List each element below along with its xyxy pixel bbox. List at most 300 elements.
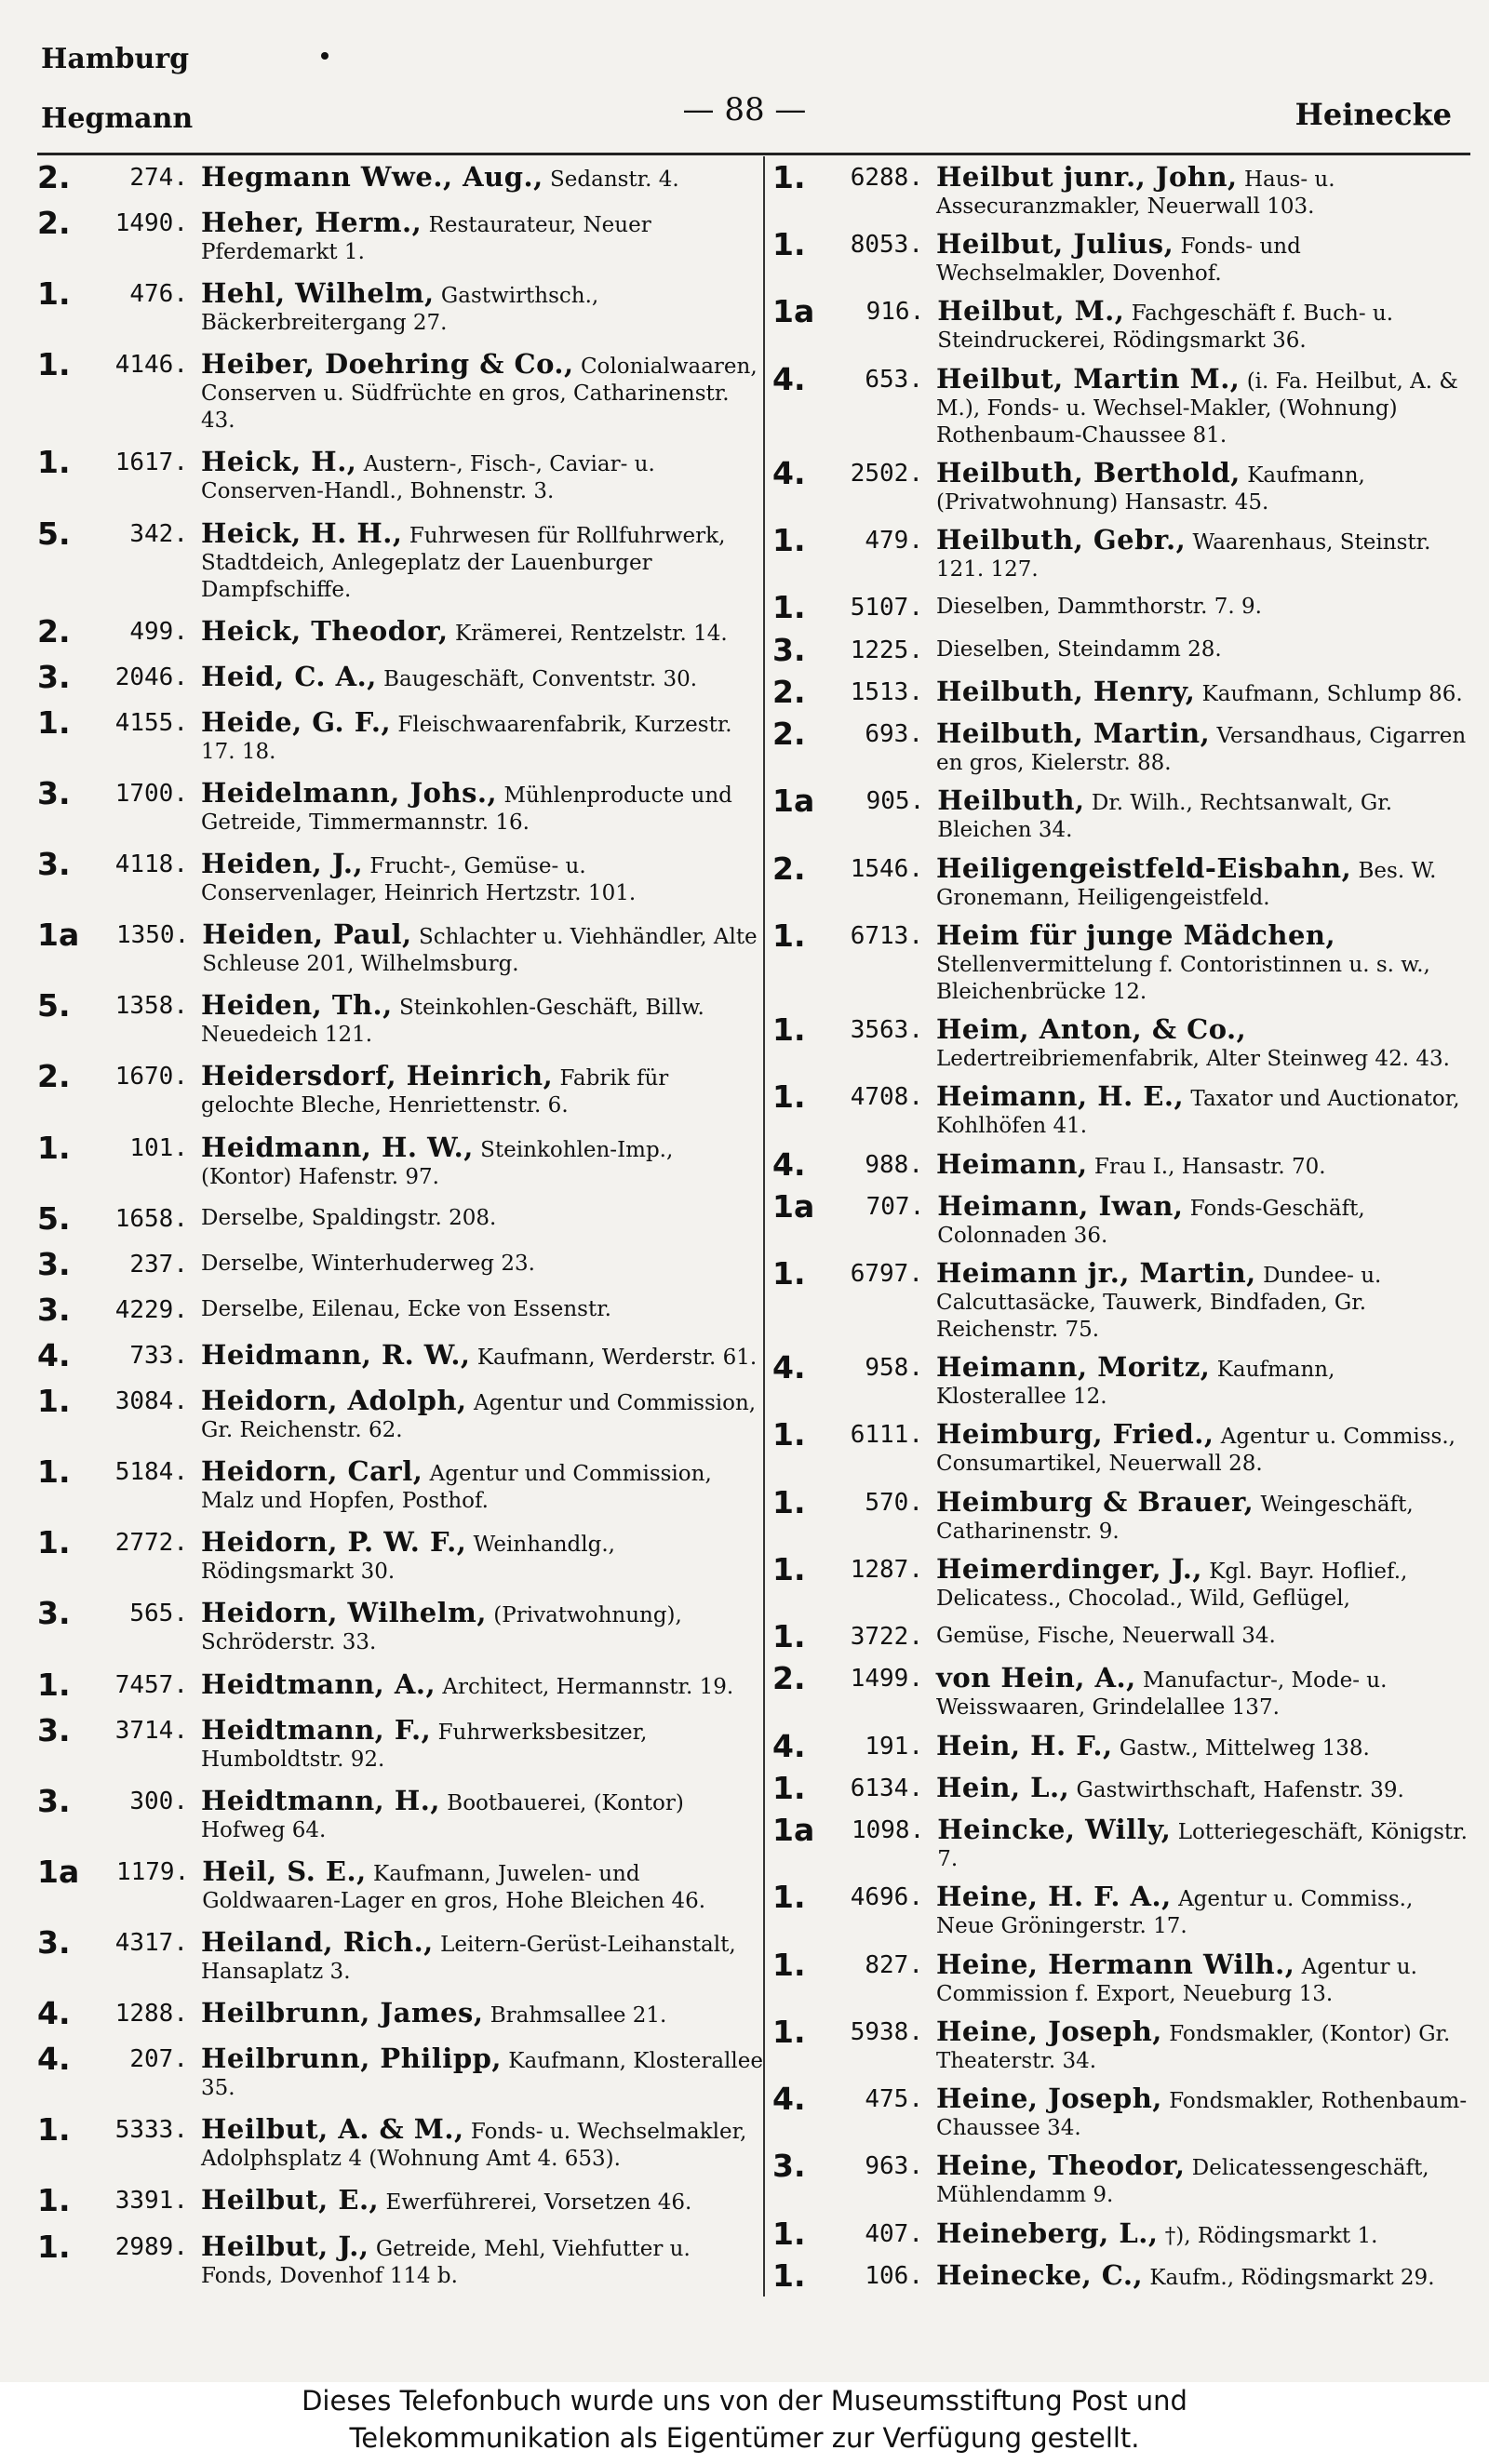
entry-body: [201, 2112, 763, 2173]
subscriber-name: Heidelmann, Johs.,: [201, 776, 498, 809]
phone-number: 693.: [865, 720, 923, 749]
subscriber-name: Heilbut, Martin M.,: [936, 362, 1241, 395]
phone-number: 1287.: [850, 1555, 923, 1584]
subscriber-details: Gemüse, Fische, Neuerwall 34.: [936, 1624, 1276, 1649]
subscriber-details: Sedanstr. 4.: [550, 167, 679, 192]
directory-entry: [37, 988, 763, 1049]
subscriber-details: Haus- u. Assecuranzmakler, Neuerwall 103.: [936, 167, 1335, 219]
entry-body: [201, 1292, 763, 1323]
directory-entry: [37, 2042, 763, 2102]
entry-body: [936, 633, 1470, 663]
entry-body: [937, 1189, 1470, 1250]
directory-entry: [772, 1948, 1470, 2008]
subscriber-details: Gastw., Mittelweg 138.: [1119, 1735, 1370, 1761]
entry-body: [201, 1525, 763, 1586]
subscriber-name: Heilbuth,: [937, 784, 1085, 817]
subscriber-name: Heilbrunn, James,: [201, 1997, 484, 2029]
phone-number: 3391.: [114, 2187, 188, 2216]
exchange-office: 1a: [772, 1187, 815, 1225]
directory-entry: [37, 2112, 763, 2173]
entry-body: [936, 1661, 1470, 1721]
subscriber-name: Heine, Joseph,: [936, 2015, 1162, 2047]
phone-number: 653.: [865, 365, 923, 394]
directory-entry: [37, 160, 763, 195]
subscriber-name: Heilbuth, Berthold,: [936, 456, 1241, 489]
exchange-office: 1.: [37, 275, 71, 313]
phone-number: 827.: [865, 1950, 923, 1979]
entry-body: [201, 160, 763, 194]
subscriber-details: Fonds- u. Wechselmakler, Adolphsplatz 4 (Wohnung Amt 4. 653).: [201, 2120, 747, 2172]
subscriber-details: Gastwirthschaft, Hafenstr. 39.: [1076, 1777, 1404, 1802]
entry-body: [937, 1813, 1470, 1873]
subscriber-details: Weingeschäft, Catharinenstr. 9.: [936, 1492, 1414, 1544]
subscriber-details: Steinkohlen-Geschäft, Billw. Neuedeich 121.: [201, 996, 704, 1048]
subscriber-name: Heidersdorf, Heinrich,: [201, 1060, 554, 1092]
subscriber-details: Fonds- und Wechselmakler, Dovenhof.: [936, 234, 1301, 287]
directory-entry: [37, 2183, 763, 2218]
phone-number: 4229.: [114, 1295, 188, 1324]
phone-number: 1546.: [850, 854, 923, 883]
subscriber-name: Heimburg, Fried.,: [936, 1418, 1214, 1451]
entry-body: [936, 2258, 1470, 2292]
exchange-office: 1.: [772, 2256, 806, 2294]
directory-entry: [772, 1012, 1470, 1073]
subscriber-details: Derselbe, Spaldingstr. 208.: [201, 1205, 497, 1230]
entry-body: [201, 1201, 763, 1232]
directory-entry: [37, 847, 763, 907]
directory-entry: [772, 294, 1470, 355]
entry-body: [936, 918, 1470, 1006]
phone-number: 1513.: [850, 677, 923, 706]
subscriber-name: Heim, Anton, & Co.,: [936, 1013, 1247, 1046]
entry-body: [936, 1619, 1470, 1650]
left-column: [37, 160, 763, 2300]
entry-body: [201, 2042, 763, 2102]
exchange-office: 4.: [37, 1336, 71, 1373]
subscriber-name: Heiden, Paul,: [202, 918, 412, 951]
entry-body: [936, 851, 1470, 912]
phone-number: 6797.: [850, 1259, 923, 1288]
phone-number: 4146.: [114, 351, 188, 380]
subscriber-name: Heincke, Willy,: [937, 1814, 1172, 1846]
subscriber-details: Ledertreibriemenfabrik, Alter Steinweg 42. 43.: [936, 1047, 1450, 1072]
directory-entry: [772, 523, 1470, 583]
entry-body: [936, 362, 1470, 449]
entry-body: [201, 1596, 763, 1656]
entry-body: [201, 1996, 763, 2029]
phone-number: 1700.: [114, 779, 188, 808]
phone-number: 237.: [129, 1250, 188, 1279]
subscriber-details: Krämerei, Rentzelstr. 14.: [454, 621, 728, 646]
entry-body: [936, 1880, 1470, 1940]
entry-body: [201, 276, 763, 337]
exchange-office: 1.: [772, 1618, 806, 1655]
phone-number: 958.: [865, 1354, 923, 1383]
exchange-office: 1.: [37, 2228, 71, 2265]
exchange-office: 3.: [37, 1595, 71, 1632]
exchange-office: 1a: [37, 1853, 80, 1890]
phone-number: 3722.: [850, 1623, 923, 1652]
phone-number: 1490.: [114, 209, 188, 238]
subscriber-details: Fuhrwesen für Rollfuhrwerk, Stadtdeich, Anlegeplatz der Lauenburger Dampfschiffe.: [201, 523, 726, 602]
subscriber-details: Weinhandlg., Rödingsmarkt 30.: [201, 1533, 615, 1585]
subscriber-name: Heimann jr., Martin,: [936, 1256, 1256, 1289]
directory-entry: [37, 1131, 763, 1191]
subscriber-name: Heilbut junr., John,: [936, 161, 1238, 193]
exchange-office: 1.: [772, 917, 806, 954]
subscriber-name: Heilbrunn, Philipp,: [201, 2042, 502, 2075]
exchange-office: 1a: [37, 917, 80, 954]
subscriber-details: Mühlenproducte und Getreide, Timmermannstr. 16.: [201, 783, 732, 835]
exchange-office: 3.: [37, 1245, 71, 1282]
phone-number: 6288.: [850, 164, 923, 192]
subscriber-name: Heiland, Rich.,: [201, 1925, 434, 1958]
phone-number: 6111.: [850, 1421, 923, 1450]
phone-number: 4708.: [850, 1083, 923, 1112]
entry-body: [202, 1855, 763, 1915]
subscriber-details: Kaufmann, Klosterallee 12.: [936, 1358, 1335, 1410]
exchange-office: 3.: [37, 846, 71, 883]
exchange-office: 1.: [772, 1946, 806, 1983]
subscriber-name: Hehl, Wilhelm,: [201, 277, 435, 310]
header-last-entry: Heinecke: [1294, 97, 1452, 132]
subscriber-details: Derselbe, Eilenau, Ecke von Essenstr.: [201, 1296, 611, 1321]
entry-body: [201, 2230, 763, 2290]
exchange-office: 2.: [37, 612, 71, 649]
entry-body: [201, 705, 763, 766]
phone-number: 3563.: [850, 1016, 923, 1045]
directory-entry: [772, 1729, 1470, 1764]
exchange-office: 1.: [37, 1129, 71, 1166]
entry-body: [201, 1784, 763, 1844]
entry-body: [201, 1338, 763, 1372]
subscriber-name: Heick, H. H.,: [201, 516, 403, 549]
entry-body: [201, 988, 763, 1049]
exchange-office: 1.: [772, 589, 806, 626]
phone-number: 342.: [129, 519, 188, 548]
directory-entry: [37, 705, 763, 766]
exchange-office: 3.: [37, 1291, 71, 1328]
phone-number: 1098.: [851, 1816, 925, 1845]
entry-body: [936, 2082, 1470, 2142]
directory-entry: [37, 614, 763, 649]
directory-entry: [772, 1147, 1470, 1183]
directory-entry: [772, 1189, 1470, 1250]
phone-number: 4696.: [850, 1883, 923, 1912]
directory-entry: [772, 633, 1470, 668]
exchange-office: 1.: [772, 159, 806, 195]
directory-entry: [772, 2258, 1470, 2294]
subscriber-details: Kaufmann, Klosterallee 35.: [201, 2049, 763, 2101]
entry-body: [202, 917, 763, 978]
subscriber-name: Heide, G. F.,: [201, 705, 392, 738]
header-city: Hamburg: [41, 43, 190, 75]
directory-entry: [37, 1855, 763, 1915]
subscriber-details: Leitern-Gerüst-Leihanstalt, Hansaplatz 3.: [201, 1932, 736, 1984]
subscriber-name: Heine, Hermann Wilh.,: [936, 1948, 1295, 1980]
entry-body: [936, 590, 1470, 621]
directory-entry: [772, 1256, 1470, 1344]
subscriber-details: Brahmsallee 21.: [490, 2003, 667, 2029]
exchange-office: 3.: [772, 631, 806, 668]
entry-body: [936, 1948, 1470, 2008]
directory-entry: [37, 347, 763, 435]
phone-number: 5333.: [114, 2116, 188, 2145]
subscriber-name: Heilbut, M.,: [937, 295, 1125, 328]
directory-entry: [37, 660, 763, 695]
phone-number: 733.: [129, 1341, 188, 1370]
directory-entry: [772, 1880, 1470, 1940]
subscriber-details: Getreide, Mehl, Viehfutter u. Fonds, Dovenhof 114 b.: [201, 2236, 691, 2288]
directory-entry: [772, 1079, 1470, 1140]
phone-number: 570.: [865, 1488, 923, 1517]
directory-entry: [37, 1454, 763, 1515]
exchange-office: 4.: [772, 1145, 806, 1183]
phone-number: 988.: [865, 1150, 923, 1179]
subscriber-details: Restaurateur, Neuer Pferdemarkt 1.: [201, 213, 651, 265]
directory-entry: [772, 918, 1470, 1006]
phone-number: 1350.: [115, 921, 190, 950]
directory-entry: [772, 1485, 1470, 1546]
entry-body: [201, 445, 763, 505]
subscriber-details: †), Rödingsmarkt 1.: [1164, 2223, 1378, 2248]
phone-number: 2772.: [114, 1529, 188, 1558]
exchange-office: 5.: [37, 987, 71, 1024]
entry-body: [936, 523, 1470, 583]
exchange-office: 1.: [37, 1524, 71, 1561]
phone-number: 300.: [129, 1787, 188, 1815]
phone-number: 963.: [865, 2152, 923, 2181]
phone-number: 5107.: [850, 594, 923, 623]
exchange-office: 1.: [772, 2013, 806, 2050]
footer-notice: [0, 2382, 1489, 2464]
subscriber-details: Steinkohlen-Imp., (Kontor) Hafenstr. 97.: [201, 1137, 674, 1189]
subscriber-name: Heidtmann, H.,: [201, 1784, 440, 1816]
subscriber-name: von Hein, A.,: [936, 1662, 1136, 1694]
subscriber-details: Dieselben, Dammthorstr. 7. 9.: [936, 595, 1262, 620]
subscriber-name: Heineberg, L.,: [936, 2216, 1159, 2249]
phone-number: 565.: [129, 1600, 188, 1628]
directory-entry: [37, 206, 763, 266]
subscriber-name: Hein, L.,: [936, 1771, 1070, 1803]
exchange-office: 1.: [772, 2215, 806, 2252]
exchange-office: 5.: [37, 515, 71, 552]
subscriber-name: Heick, H.,: [201, 446, 357, 478]
directory-entry: [37, 276, 763, 337]
exchange-office: 2.: [772, 716, 806, 753]
exchange-office: 3.: [37, 1923, 71, 1961]
phone-number: 2046.: [114, 663, 188, 691]
phone-number: 1617.: [114, 449, 188, 477]
phone-number: 101.: [129, 1133, 188, 1162]
entry-body: [936, 1256, 1470, 1344]
entry-body: [201, 347, 763, 435]
subscriber-name: Heick, Theodor,: [201, 614, 449, 647]
subscriber-name: Heidmann, R. W.,: [201, 1338, 471, 1371]
directory-entry: [37, 917, 763, 978]
header-dot: [321, 52, 329, 60]
entry-body: [936, 1079, 1470, 1140]
directory-entry: [772, 1813, 1470, 1873]
subscriber-name: Heiden, Th.,: [201, 989, 393, 1022]
subscriber-name: Heilbut, E.,: [201, 2184, 380, 2216]
subscriber-details: Schlachter u. Viehhändler, Alte Schleuse 201, Wilhelmsburg.: [202, 925, 758, 977]
directory-entry: [772, 2149, 1470, 2209]
entry-body: [937, 294, 1470, 355]
subscriber-name: Heimann, Moritz,: [936, 1351, 1211, 1384]
exchange-office: 3.: [37, 1782, 71, 1819]
directory-entry: [772, 160, 1470, 221]
subscriber-name: Hegmann Wwe., Aug.,: [201, 161, 543, 193]
subscriber-details: Agentur u. Commiss., Consumartikel, Neuerwall 28.: [936, 1425, 1455, 1477]
subscriber-details: Fondsmakler, Rothenbaum-Chaussee 34.: [936, 2089, 1468, 2141]
phone-number: 1288.: [114, 2000, 188, 2029]
footer-line-2: Telekommunikation als Eigentümer zur Verfügung gestellt.: [349, 2422, 1140, 2454]
subscriber-name: Heine, Joseph,: [936, 2082, 1162, 2115]
entry-body: [936, 1485, 1470, 1546]
exchange-office: 3.: [37, 774, 71, 811]
phone-number: 2502.: [850, 459, 923, 488]
subscriber-details: Colonialwaaren, Conserven u. Südfrüchte en gros, Catharinenstr. 43.: [201, 355, 758, 434]
subscriber-name: Heidorn, P. W. F.,: [201, 1526, 467, 1559]
entry-body: [936, 1350, 1470, 1411]
subscriber-details: Manufactur-, Mode- u. Weisswaaren, Grindelallee 137.: [936, 1668, 1388, 1721]
entry-body: [936, 716, 1470, 777]
entry-body: [936, 160, 1470, 221]
exchange-office: 4.: [772, 360, 806, 397]
phone-number: 475.: [865, 2085, 923, 2114]
exchange-office: 4.: [772, 2081, 806, 2118]
phone-number: 8053.: [850, 231, 923, 260]
subscriber-name: Heine, Theodor,: [936, 2149, 1186, 2182]
exchange-office: 1a: [772, 1812, 815, 1849]
directory-entry: [37, 1338, 763, 1373]
entry-body: [936, 1771, 1470, 1804]
subscriber-details: Kaufmann, (Privatwohnung) Hansastr. 45.: [936, 462, 1365, 515]
subscriber-details: Delicatessengeschäft, Mühlendamm 9.: [936, 2156, 1429, 2208]
phone-number: 274.: [129, 164, 188, 192]
phone-number: 499.: [129, 617, 188, 646]
subscriber-details: Agentur u. Commiss., Neue Gröningerstr. 17.: [936, 1887, 1414, 1939]
phone-number: 106.: [865, 2261, 923, 2290]
entry-body: [936, 2216, 1470, 2250]
subscriber-details: Bes. W. Gronemann, Heiligengeistfeld.: [936, 858, 1437, 910]
phone-number: 4317.: [114, 1928, 188, 1957]
directory-entry: [772, 1417, 1470, 1478]
subscriber-details: Fleischwaarenfabrik, Kurzestr. 17. 18.: [201, 712, 732, 764]
subscriber-name: Heid, C. A.,: [201, 660, 377, 692]
subscriber-details: Dr. Wilh., Rechtsanwalt, Gr. Bleichen 34.: [937, 791, 1393, 843]
directory-entry: [37, 1525, 763, 1586]
subscriber-details: Agentur und Commission, Gr. Reichenstr. 62.: [201, 1391, 757, 1443]
subscriber-name: Heher, Herm.,: [201, 207, 423, 239]
exchange-office: 1.: [772, 1011, 806, 1049]
exchange-office: 4.: [772, 1349, 806, 1386]
subscriber-details: (i. Fa. Heilbut, A. & M.), Fonds- u. Wechsel-Makler, (Wohnung) Rothenbaum-Chaussee 81.: [936, 368, 1458, 448]
subscriber-details: Stellenvermittelung f. Contoristinnen u. s. w., Bleichenbrücke 12.: [936, 952, 1430, 1004]
subscriber-name: Hein, H. F.,: [936, 1729, 1113, 1761]
directory-entry: [772, 227, 1470, 288]
directory-entry: [37, 776, 763, 837]
directory-entry: [772, 1350, 1470, 1411]
entry-body: [201, 776, 763, 837]
exchange-office: 4.: [37, 1995, 71, 2032]
subscriber-details: Fondsmakler, (Kontor) Gr. Theaterstr. 34.: [936, 2021, 1451, 2073]
directory-entry: [772, 590, 1470, 625]
subscriber-details: Taxator und Auctionator, Kohlhöfen 41.: [936, 1087, 1460, 1139]
directory-entry: [37, 1059, 763, 1119]
exchange-office: 4.: [37, 2041, 71, 2078]
subscriber-details: Bootbauerei, (Kontor) Hofweg 64.: [201, 1790, 684, 1842]
subscriber-name: Heim für junge Mädchen,: [936, 918, 1336, 951]
phone-number: 1499.: [850, 1665, 923, 1694]
subscriber-details: Fuhrwerksbesitzer, Humboldtstr. 92.: [201, 1720, 648, 1772]
subscriber-details: Agentur u. Commission f. Export, Neueburg 13.: [936, 1954, 1417, 2006]
exchange-office: 5.: [37, 1199, 71, 1237]
entry-body: [936, 1417, 1470, 1478]
phone-number: 6134.: [850, 1774, 923, 1802]
subscriber-name: Heilbuth, Henry,: [936, 675, 1196, 707]
subscriber-name: Heidtmann, A.,: [201, 1667, 436, 1700]
exchange-office: 1.: [37, 2182, 71, 2219]
entry-body: [201, 1667, 763, 1701]
exchange-office: 1.: [772, 522, 806, 559]
entry-body: [936, 2015, 1470, 2075]
phone-number: 2989.: [114, 2232, 188, 2261]
directory-entry: [37, 1247, 763, 1282]
subscriber-details: Kaufmann, Werderstr. 61.: [476, 1345, 758, 1370]
phone-number: 3714.: [114, 1716, 188, 1745]
directory-entry: [772, 2015, 1470, 2075]
directory-entry: [772, 2082, 1470, 2142]
subscriber-details: Gastwirthsch., Bäckerbreitergang 27.: [201, 284, 599, 336]
directory-entry: [37, 1996, 763, 2031]
directory-entry: [772, 1771, 1470, 1806]
exchange-office: 1.: [37, 703, 71, 741]
phone-number: 7457.: [114, 1670, 188, 1699]
subscriber-details: Frau I., Hansastr. 70.: [1093, 1154, 1326, 1179]
phone-number: 5938.: [850, 2017, 923, 2046]
entry-body: [201, 516, 763, 604]
phone-number: 905.: [865, 787, 925, 816]
directory-entry: [37, 1384, 763, 1444]
entry-body: [936, 1552, 1470, 1613]
directory-entry: [37, 1292, 763, 1328]
subscriber-name: Heiden, J.,: [201, 848, 364, 880]
exchange-office: 2.: [772, 850, 806, 887]
phone-number: 707.: [865, 1192, 925, 1221]
entry-body: [201, 1131, 763, 1191]
subscriber-name: Heil, S. E.,: [202, 1855, 367, 1887]
subscriber-details: Dieselben, Steindamm 28.: [936, 636, 1222, 662]
exchange-office: 1.: [772, 1769, 806, 1806]
footer-line-1: Dieses Telefonbuch wurde uns von der Museumsstiftung Post und: [302, 2385, 1187, 2417]
exchange-office: 1a: [772, 293, 815, 330]
directory-entry: [37, 1201, 763, 1237]
exchange-office: 1.: [772, 1550, 806, 1587]
subscriber-details: Ewerführerei, Vorsetzen 46.: [385, 2190, 692, 2216]
entry-body: [201, 660, 763, 693]
phone-number: 407.: [865, 2219, 923, 2248]
exchange-office: 4.: [772, 454, 806, 491]
directory-entry: [772, 675, 1470, 710]
entry-body: [201, 1247, 763, 1278]
entry-body: [201, 614, 763, 648]
exchange-office: 2.: [772, 673, 806, 710]
exchange-office: 1.: [37, 1666, 71, 1703]
subscriber-name: Heimerdinger, J.,: [936, 1552, 1202, 1585]
subscriber-details: Fabrik für gelochte Bleche, Henriettenstr. 6.: [201, 1066, 669, 1118]
